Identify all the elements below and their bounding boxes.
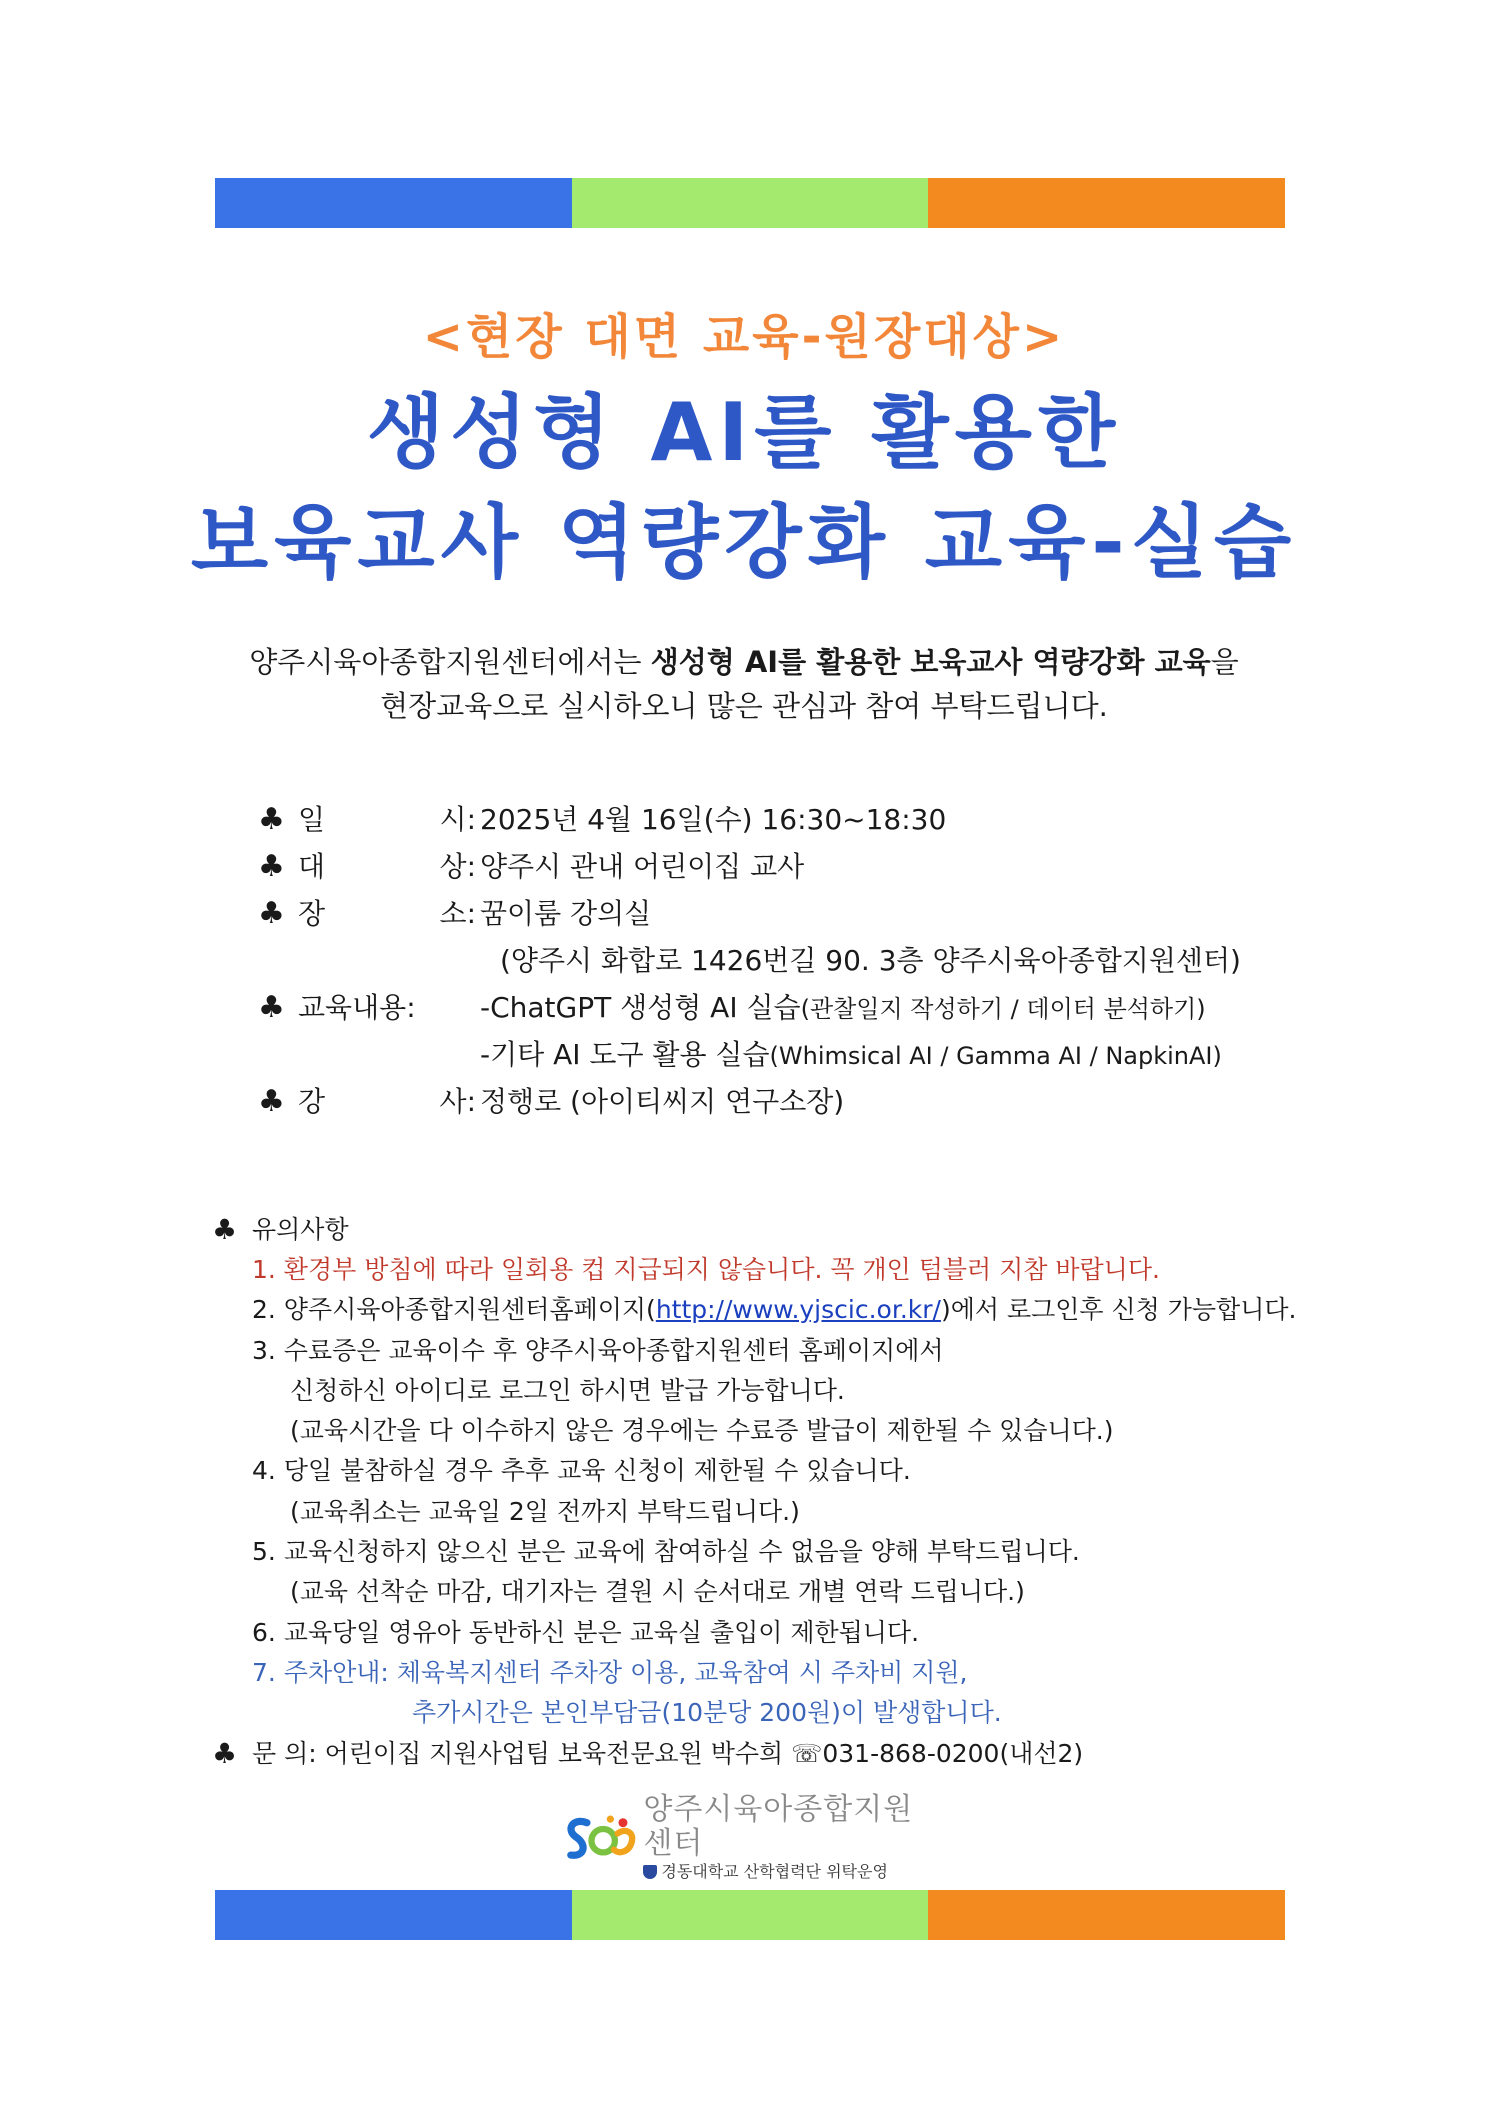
club-icon: ♣	[258, 849, 285, 884]
place-label: 장 소:	[298, 897, 476, 930]
note-5b: (교육 선착순 마감, 대기자는 결원 시 순서대로 개별 연락 드립니다.)	[290, 1577, 1025, 1607]
center-logo-text	[643, 1793, 940, 1883]
intro-line2: 현장교육으로 실시하오니 많은 관심과 참여 부탁드립니다.	[380, 689, 1108, 723]
note-5a: 5. 교육신청하지 않으신 분은 교육에 참여하실 수 없음을 양해 부탁드립니다.	[252, 1537, 1080, 1567]
info-row-place-detail	[258, 937, 1268, 984]
bottom-bar-orange	[928, 1890, 1285, 1940]
notes-heading-text: 유의사항	[252, 1215, 349, 1244]
top-bar-green	[572, 178, 929, 228]
note-1: 1. 환경부 방침에 따라 일회용 컵 지급되지 않습니다. 꼭 개인 텀블러 지참 바랍니다.	[252, 1255, 1160, 1284]
club-icon: ♣	[258, 802, 285, 837]
date-value: 2025년 4월 16일(수) 16:30~18:30	[480, 803, 947, 836]
intro-paragraph	[0, 640, 1488, 728]
bottom-bar-green	[572, 1890, 929, 1940]
info-row-date	[258, 796, 1268, 843]
info-row-content	[258, 984, 1268, 1031]
info-row-teacher	[258, 1078, 1268, 1125]
content-line2: -기타 AI 도구 활용 실습(Whimsical AI / Gamma AI / NapkinAI)	[480, 1038, 1222, 1071]
note-3c: (교육시간을 다 이수하지 않은 경우에는 수료증 발급이 제한될 수 있습니다.)	[290, 1416, 1114, 1446]
club-icon: ♣	[258, 990, 285, 1025]
top-bar-orange	[928, 178, 1285, 228]
notes-section	[212, 1210, 1297, 1774]
place-detail: (양주시 화합로 1426번길 90. 3층 양주시육아종합지원센터)	[500, 944, 1241, 977]
note-2: 2. 양주시육아종합지원센터홈페이지(http://www.yjscic.or.kr/)에서 로그인후 신청 가능합니다.	[252, 1295, 1297, 1325]
club-icon: ♣	[258, 1084, 285, 1119]
intro-line1	[0, 640, 1488, 684]
homepage-link[interactable]: http://www.yjscic.or.kr/	[655, 1295, 941, 1325]
intro-line1-pre: 양주시육아종합지원센터에서는	[249, 645, 651, 679]
note-6: 6. 교육당일 영유아 동반하신 분은 교육실 출입이 제한됩니다.	[252, 1617, 920, 1647]
info-row-content-2	[258, 1031, 1268, 1078]
intro-line1-bold: 생성형 AI를 활용한 보육교사 역량강화 교육	[650, 645, 1211, 679]
place-value: 꿈이룸 강의실	[480, 897, 652, 930]
club-icon: ♣	[212, 1213, 238, 1246]
info-row-target	[258, 843, 1268, 890]
note-4b: (교육취소는 교육일 2일 전까지 부탁드립니다.)	[290, 1496, 800, 1526]
content-label: 교육내용:	[298, 991, 416, 1024]
contact-line	[212, 1734, 1272, 1774]
target-value: 양주시 관내 어린이집 교사	[480, 850, 805, 883]
teacher-value: 정행로 (아이티씨지 연구소장)	[480, 1085, 845, 1118]
event-info	[258, 796, 1268, 1125]
page-title-line1: 생성형 AI를 활용한	[366, 386, 1122, 479]
top-bar-blue	[215, 178, 572, 228]
top-color-bar	[215, 178, 1285, 228]
note-4a: 4. 당일 불참하실 경우 추후 교육 신청이 제한될 수 있습니다.	[252, 1456, 911, 1486]
bottom-bar-blue	[215, 1890, 572, 1940]
page-title-line2: 보육교사 역량강화 교육-실습	[190, 496, 1298, 589]
center-logo-sub: 경동대학교 산학협력단 위탁운영	[643, 1861, 940, 1883]
contact-text: 문 의: 어린이집 지원사업팀 보육전문요원 박수희 ☏031-868-0200(내선2)	[252, 1738, 1084, 1768]
date-label: 일 시:	[298, 803, 476, 836]
club-icon: ♣	[212, 1736, 238, 1770]
notes-heading	[212, 1210, 1272, 1250]
content-line1: -ChatGPT 생성형 AI 실습(관찰일지 작성하기 / 데이터 분석하기)	[480, 991, 1206, 1024]
info-row-place	[258, 890, 1268, 937]
note-7a: 7. 주차안내: 체육복지센터 주차장 이용, 교육참여 시 주차비 지원,	[252, 1657, 968, 1687]
center-logo-icon	[560, 1807, 637, 1869]
note-3a: 3. 수료증은 교육이수 후 양주시육아종합지원센터 홈페이지에서	[252, 1335, 944, 1365]
note-3b: 신청하신 아이디로 로그인 하시면 발급 가능합니다.	[290, 1375, 845, 1405]
club-icon: ♣	[258, 896, 285, 931]
page-subtitle: <현장 대면 교육-원장대상>	[422, 309, 1066, 365]
note-7b: 추가시간은 본인부담금(10분당 200원)이 발생합니다.	[412, 1698, 1002, 1728]
intro-line1-post: 을	[1210, 645, 1239, 679]
target-label: 대 상:	[298, 850, 476, 883]
center-logo-name: 양주시육아종합지원센터	[643, 1792, 914, 1861]
teacher-label: 강 사:	[298, 1085, 476, 1118]
bottom-color-bar	[215, 1890, 1285, 1940]
shield-icon	[643, 1865, 657, 1879]
center-logo	[560, 1792, 940, 1881]
